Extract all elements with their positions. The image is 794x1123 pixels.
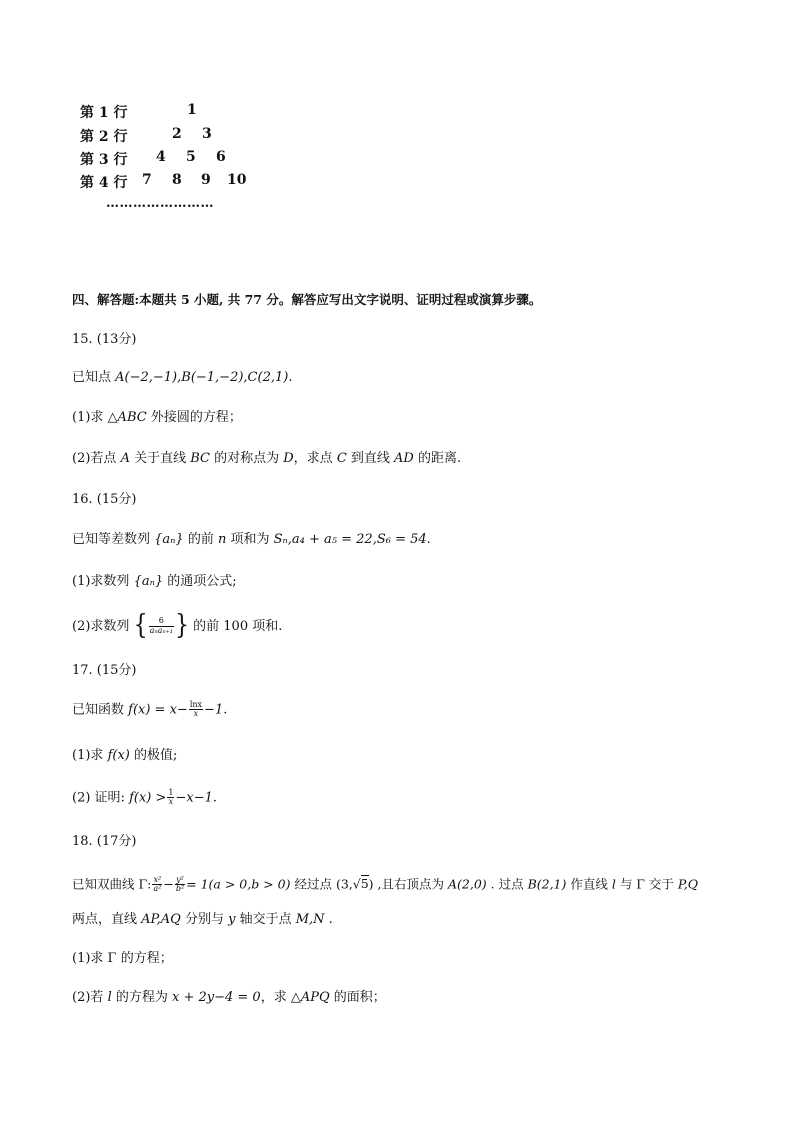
text: 已知双曲线 Γ: xyxy=(72,876,152,892)
text: 作直线 xyxy=(566,876,612,892)
q17-part2 xyxy=(72,789,217,807)
math-var: l xyxy=(611,876,616,892)
math-point: (3, xyxy=(335,876,353,892)
math-var: AP,AQ xyxy=(141,912,181,927)
math-expr: −1 xyxy=(204,702,224,718)
denominator: x xyxy=(168,797,174,807)
text: ，求 xyxy=(260,990,291,1005)
minus-sign: − xyxy=(163,876,174,892)
text: 已知点 xyxy=(72,370,116,385)
text: 已知等差数列 xyxy=(72,532,155,547)
sqrt-radicand: 5 xyxy=(360,876,369,892)
math-var: y xyxy=(228,912,236,927)
text: 的前 100 项和. xyxy=(189,618,283,634)
right-brace: } xyxy=(175,609,190,641)
text: . xyxy=(212,790,217,806)
q17-part1 xyxy=(72,748,177,765)
denominator: a² xyxy=(153,884,162,894)
math-points: A(−2,−1),B(−1,−2),C(2,1) xyxy=(115,370,289,385)
row-label: 第 2 行 xyxy=(80,129,128,145)
left-brace: { xyxy=(133,609,148,641)
text: 与 Γ 交于 xyxy=(615,876,678,892)
denominator: aₙaₙ₊₁ xyxy=(149,625,174,635)
math-seq: {aₙ} xyxy=(133,574,164,589)
text: 的对称点为 xyxy=(209,451,284,466)
triangle-number: 4 xyxy=(156,149,166,165)
q18-stem xyxy=(72,876,698,894)
math-triangle: △ABC xyxy=(107,410,147,425)
fraction xyxy=(175,876,185,894)
text: 的方程为 xyxy=(111,990,172,1005)
triangle-number: 6 xyxy=(216,149,226,165)
triangle-number: 7 xyxy=(142,172,152,188)
q15-header: 15. (13分) xyxy=(72,332,137,347)
math-point: B(2,1) xyxy=(527,876,567,892)
math-expr: f(x) xyxy=(107,748,130,763)
q16-part1 xyxy=(72,574,237,591)
triangle-row-3 xyxy=(80,149,280,169)
text: . 过点 xyxy=(486,876,528,892)
triangle-number: 10 xyxy=(227,172,247,188)
q18-stem-line2 xyxy=(72,912,333,929)
math-point: ) xyxy=(368,876,374,892)
math-var: BC xyxy=(190,451,210,466)
q18-part2 xyxy=(72,990,386,1007)
numerator: 6 xyxy=(149,617,174,626)
denominator: b² xyxy=(175,884,185,894)
math-var: M,N xyxy=(295,912,325,927)
numerator: x² xyxy=(153,875,162,884)
text: 的前 xyxy=(183,532,218,547)
q18-part1: (1)求 Γ 的方程； xyxy=(72,951,173,966)
text: 已知函数 xyxy=(72,702,129,718)
text: 的面积； xyxy=(329,990,386,1005)
math-var: A xyxy=(120,451,130,466)
q16-stem xyxy=(72,532,431,549)
q15-part2 xyxy=(72,451,461,468)
row-label: 第 1 行 xyxy=(80,105,128,121)
numerator: lnx xyxy=(189,700,203,709)
text: 的距离. xyxy=(413,451,462,466)
text: 到直线 xyxy=(346,451,395,466)
fraction xyxy=(189,701,203,719)
numerator: 1 xyxy=(168,788,174,797)
math-seq: {aₙ} xyxy=(154,532,184,547)
triangle-row-2 xyxy=(80,126,280,146)
math-expr: f(x) > xyxy=(129,790,167,806)
q16-header: 16. (15分) xyxy=(72,492,137,507)
text: 两点，直线 xyxy=(72,912,142,927)
text: (1)求 xyxy=(72,748,108,763)
text: ,且右顶点为 xyxy=(373,876,448,892)
fraction xyxy=(152,876,162,894)
text: 关于直线 xyxy=(129,451,191,466)
triangle-number: 1 xyxy=(187,102,197,118)
text: 的极值; xyxy=(129,748,178,763)
numerator: y² xyxy=(176,875,184,884)
section-heading: 四、解答题:本题共 5 小题, 共 77 分。解答应写出文字说明、证明过程或演算步骤。 xyxy=(72,292,542,307)
text: (2)若 xyxy=(72,990,108,1005)
triangle-number: 9 xyxy=(201,172,211,188)
triangle-number: 8 xyxy=(172,172,182,188)
text: (2) 证明: xyxy=(72,790,130,806)
q15-part1 xyxy=(72,410,242,427)
text: 项和为 xyxy=(226,532,274,547)
text: (1)求 xyxy=(72,410,108,425)
math-var: l xyxy=(107,990,112,1005)
row-label: 第 3 行 xyxy=(80,152,128,168)
row-label: 第 4 行 xyxy=(80,175,128,191)
text: 外接圆的方程； xyxy=(146,410,242,425)
math-triangle: △APQ xyxy=(290,990,330,1005)
text: (2)若点 xyxy=(72,451,121,466)
q18-header: 18. (17分) xyxy=(72,834,137,849)
text: . xyxy=(426,532,431,547)
fraction xyxy=(167,789,174,807)
q16-part2 xyxy=(72,609,283,641)
math-var: P,Q xyxy=(677,876,699,892)
text: . xyxy=(223,702,228,718)
triangle-row-1 xyxy=(80,102,280,122)
text: 的通项公式; xyxy=(163,574,237,589)
q17-stem xyxy=(72,701,227,719)
continuation-dots: …………………… xyxy=(106,196,214,211)
math-expr: −x−1 xyxy=(175,790,213,806)
math-expr: = 1(a > 0,b > 0) xyxy=(186,876,291,892)
math-point: A(2,0) xyxy=(447,876,487,892)
text: (2)求数列 xyxy=(72,618,134,634)
triangle-number: 5 xyxy=(186,149,196,165)
math-var: C xyxy=(336,451,347,466)
text: ，求点 xyxy=(293,451,337,466)
text: 经过点 xyxy=(290,876,336,892)
triangle-number: 2 xyxy=(172,126,182,142)
math-condition: Sₙ,a₄ + a₅ = 22,S₆ = 54 xyxy=(273,532,427,547)
text: . xyxy=(324,912,333,927)
text: 轴交于点 xyxy=(235,912,296,927)
text: 分别与 xyxy=(180,912,229,927)
triangle-number: 3 xyxy=(202,126,212,142)
sqrt-icon: √ xyxy=(352,876,361,892)
math-expr: f(x) = x− xyxy=(128,702,188,718)
triangle-row-4 xyxy=(80,172,280,192)
denominator: x xyxy=(193,709,199,719)
math-var: D xyxy=(283,451,294,466)
math-var: AD xyxy=(394,451,414,466)
text: (1)求数列 xyxy=(72,574,134,589)
q15-stem xyxy=(72,370,292,387)
fraction xyxy=(149,617,174,635)
text: . xyxy=(288,370,293,385)
q17-header: 17. (15分) xyxy=(72,663,137,678)
math-expr: x + 2y−4 = 0 xyxy=(172,990,261,1005)
math-var: n xyxy=(217,532,227,547)
